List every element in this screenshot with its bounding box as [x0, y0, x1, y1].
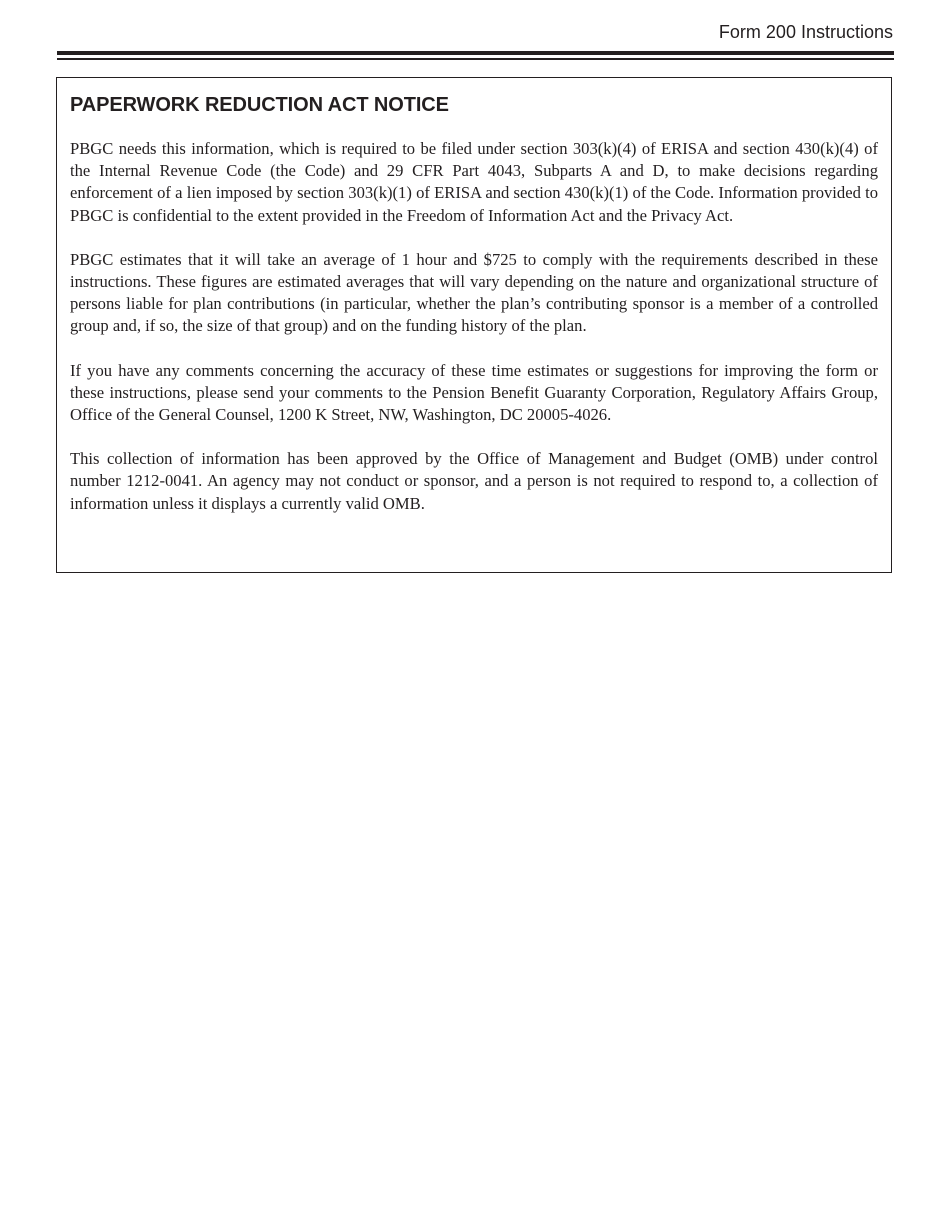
header-rule-thin: [57, 58, 894, 60]
notice-paragraph: PBGC needs this information, which is required to be filed under section 303(k)(4) of ERISA and section 430(k)(4) of the Internal Revenue Code (the Code) and 29 CFR Part 4043, Subparts A and D, to make decisions regarding enforcement of a lien imposed by section 303(k)(1) of ERISA and section 430(k)(1) of the Code. Information provided to PBGC is confidential to the extent provided in the Freedom of Information Act and the Privacy Act.: [70, 139, 878, 225]
notice-paragraph: PBGC estimates that it will take an average of 1 hour and $725 to comply with the requirements described in these instructions. These figures are estimated averages that will vary depending on the nature and organizational structure of persons liable for plan contributions (in particular, whether the plan’s contributing sponsor is a member of a controlled group and, if so, the size of that group) and on the funding history of the plan.: [70, 249, 878, 336]
header-rule-thick: [57, 51, 894, 55]
page-header-title: Form 200 Instructions: [718, 22, 893, 42]
notice-heading: PAPERWORK REDUCTION ACT NOTICE: [70, 94, 449, 116]
notice-paragraph: If you have any comments concerning the accuracy of these time estimates or suggestions for improving the form or these instructions, please send your comments to the Pension Benefit Guaranty Corporation, Regulatory Affairs Group, Office of the General Counsel, 1200 K Street, NW, Washington, DC 20005-4026.: [70, 360, 878, 425]
notice-paragraph: This collection of information has been approved by the Office of Management and Budget (OMB) under control number 1212-0041. An agency may not conduct or sponsor, and a person is not required to respond to, a collection of information unless it displays a currently valid OMB.: [70, 449, 878, 513]
paperwork-notice-box: [56, 77, 892, 573]
